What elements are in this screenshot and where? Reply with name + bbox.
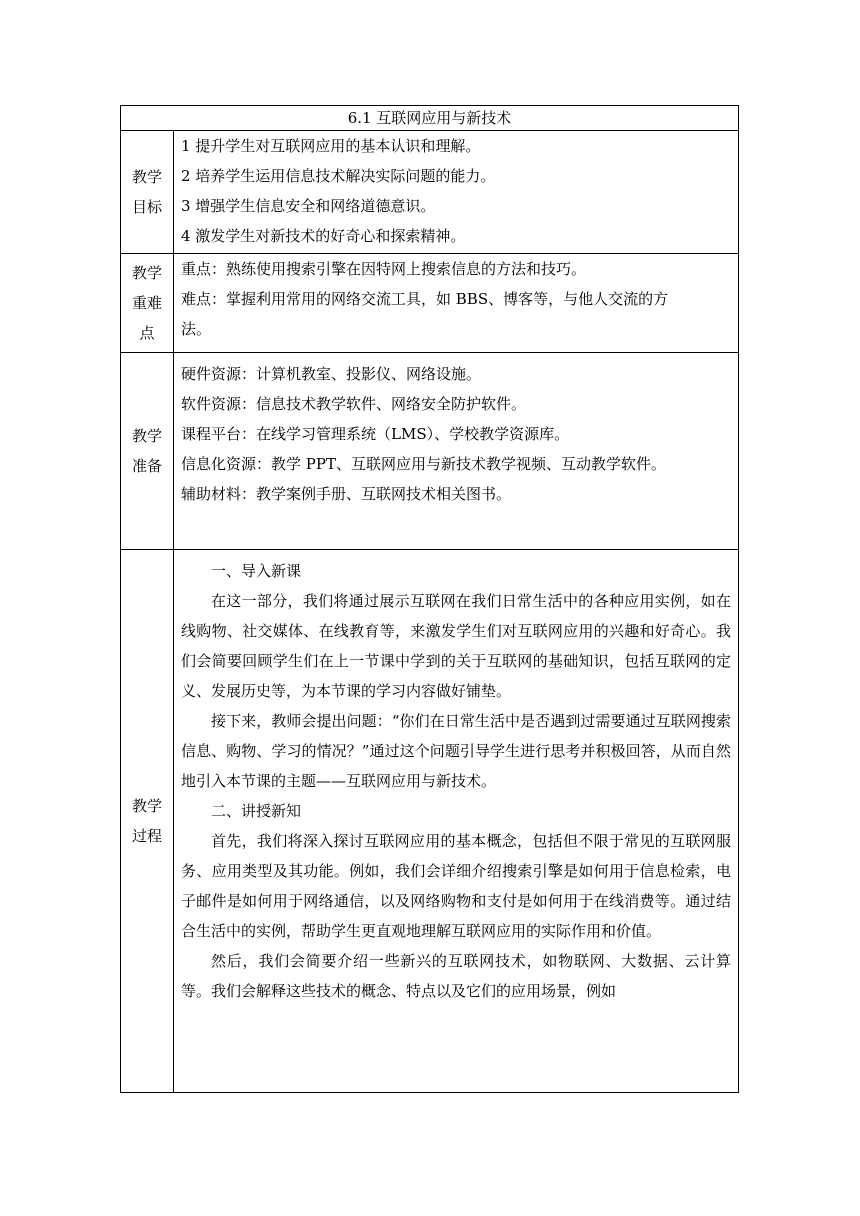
focus-label-line: 教学 [131,264,162,282]
preparation-content [174,353,739,550]
lesson-plan-table [120,105,739,1093]
focus-label-line: 点 [139,324,155,342]
goals-label-line: 教学 [131,168,162,186]
section-heading: 二、讲授新知 [211,802,302,820]
process-row [121,550,739,1093]
preparation-item: 课程平台：在线学习管理系统（LMS）、学校教学资源库。 [181,425,570,443]
goals-row [121,131,739,254]
paragraph: 然后，我们会简要介绍一些新兴的互联网技术，如物联网、大数据、云计算等。我们会解释这些技术的概念、特点以及它们的应用场景，例如 [181,952,731,1000]
goal-item: 4 激发学生对新技术的好奇心和探索精神。 [181,227,466,245]
process-label [121,550,174,1093]
focus-row [121,254,739,353]
process-label-line: 教学 [131,797,162,815]
process-content [174,550,739,1093]
paragraph: 接下来，教师会提出问题：“你们在日常生活中是否遇到过需要通过互联网搜索信息、购物、学习的情况？”通过这个问题引导学生进行思考并积极回答，从而自然地引入本节课的主题——互联网应用与新技术。 [181,712,731,790]
difficulty-line: 难点：掌握利用常用的网络交流工具，如 BBS、博客等，与他人交流的方 [181,290,669,308]
preparation-row [121,353,739,550]
goals-content [174,131,739,254]
focus-label [121,254,174,353]
preparation-label-line: 教学 [131,427,162,445]
process-label-line: 过程 [131,827,162,845]
paragraph: 在这一部分，我们将通过展示互联网在我们日常生活中的各种应用实例，如在线购物、社交媒体、在线教育等，来激发学生们对互联网应用的兴趣和好奇心。我们会简要回顾学生们在上一节课中学到的关于互联网的基础知识，包括互联网的定义、发展历史等，为本节课的学习内容做好铺垫。 [181,592,731,700]
section-heading: 一、导入新课 [211,562,302,580]
preparation-item: 辅助材料：教学案例手册、互联网技术相关图书。 [181,485,512,503]
preparation-label [121,353,174,550]
focus-label-line: 重难 [131,294,162,312]
focus-content [174,254,739,353]
preparation-item: 硬件资源：计算机教室、投影仪、网络设施。 [181,365,482,383]
goals-label-line: 目标 [131,198,162,216]
preparation-label-line: 准备 [131,457,162,475]
preparation-item: 信息化资源：教学 PPT、互联网应用与新技术教学视频、互动教学软件。 [181,455,666,473]
difficulty-line: 法。 [181,320,212,338]
document-title: 6.1 互联网应用与新技术 [121,106,739,131]
goals-label [121,131,174,254]
goal-item: 1 提升学生对互联网应用的基本认识和理解。 [181,137,481,155]
key-point: 重点：熟练使用搜索引擎在因特网上搜索信息的方法和技巧。 [181,260,587,278]
goal-item: 2 培养学生运用信息技术解决实际问题的能力。 [181,167,496,185]
title-row [121,106,739,131]
preparation-item: 软件资源：信息技术教学软件、网络安全防护软件。 [181,395,527,413]
paragraph: 首先，我们将深入探讨互联网应用的基本概念，包括但不限于常见的互联网服务、应用类型及其功能。例如，我们会详细介绍搜索引擎是如何用于信息检索，电子邮件是如何用于网络通信，以及网络购物和支付是如何用于在线消费等。通过结合生活中的实例，帮助学生更直观地理解互联网应用的实际作用和价值。 [181,832,731,940]
goal-item: 3 增强学生信息安全和网络道德意识。 [181,197,436,215]
